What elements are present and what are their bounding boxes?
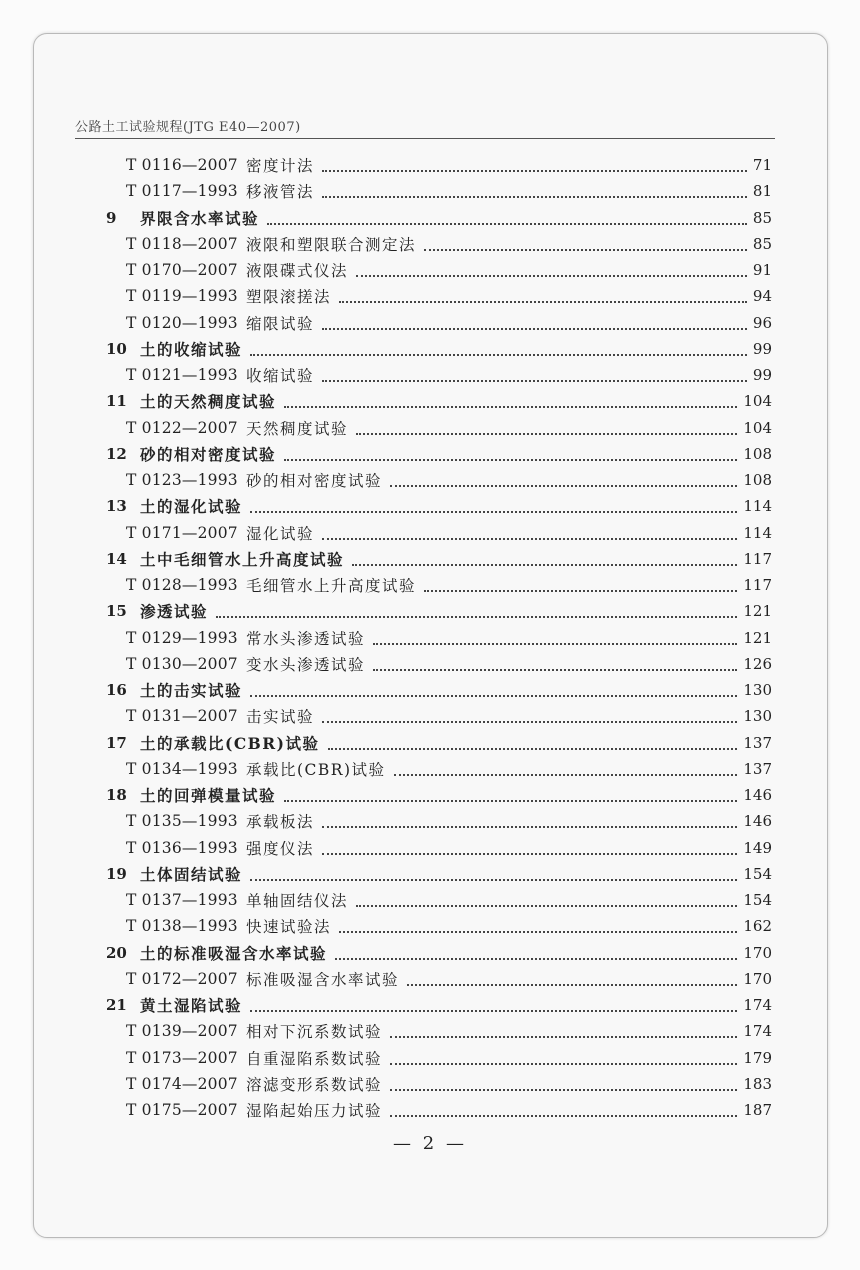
toc-chapter-row xyxy=(0,546,860,572)
toc-page-number: 94 xyxy=(752,287,772,306)
dot-leader xyxy=(322,327,747,330)
test-code: T 0131—2007 xyxy=(126,707,238,726)
chapter-title: 界限含水率试验 xyxy=(140,208,260,228)
toc-chapter-row xyxy=(0,205,860,231)
toc-chapter-row xyxy=(0,677,860,703)
test-title: 砂的相对密度试验 xyxy=(246,472,383,490)
toc-entry-row xyxy=(0,966,860,992)
header-rule xyxy=(75,138,775,139)
dot-leader xyxy=(390,1062,737,1065)
chapter-number: 21 xyxy=(106,996,127,1014)
toc-entry-row xyxy=(0,362,860,388)
dot-leader xyxy=(424,248,747,251)
toc-entry-row xyxy=(0,283,860,309)
test-code: T 0121—1993 xyxy=(126,366,238,384)
test-title: 湿化试验 xyxy=(246,524,315,543)
toc-page-number: 117 xyxy=(743,549,772,568)
test-title: 快速试验法 xyxy=(246,918,332,937)
toc-entry-row xyxy=(0,257,860,283)
toc-page-number: 170 xyxy=(743,969,772,988)
toc-page-number: 130 xyxy=(743,707,772,726)
chapter-number: 15 xyxy=(106,602,127,621)
toc-page-number: 108 xyxy=(743,471,772,489)
dot-leader xyxy=(356,274,747,277)
toc-chapter-row xyxy=(0,782,860,808)
chapter-title: 土的承载比(CBR)试验 xyxy=(140,733,320,753)
toc-page-number: 71 xyxy=(752,156,772,174)
chapter-title: 土的天然稠度试验 xyxy=(140,392,277,412)
toc-entry-row xyxy=(0,310,860,336)
toc-entry-row xyxy=(0,625,860,651)
test-code: T 0139—2007 xyxy=(126,1022,238,1041)
toc-page-number: 149 xyxy=(743,838,772,857)
dot-leader xyxy=(284,799,737,802)
test-code: T 0116—2007 xyxy=(126,156,238,174)
dot-leader xyxy=(250,510,737,513)
toc-page-number: 179 xyxy=(743,1048,772,1067)
toc-chapter-row xyxy=(0,598,860,624)
toc-chapter-row xyxy=(0,493,860,519)
dot-leader xyxy=(352,563,737,566)
toc-page-number: 99 xyxy=(752,339,772,358)
toc-page-number: 85 xyxy=(752,234,772,253)
chapter-title: 土的收缩试验 xyxy=(140,339,243,359)
test-code: T 0117—1993 xyxy=(126,182,238,201)
chapter-title: 渗透试验 xyxy=(140,602,209,622)
toc-entry-row xyxy=(0,756,860,782)
chapter-number: 14 xyxy=(106,549,127,568)
dot-leader xyxy=(322,720,737,723)
test-title: 单轴固结仪法 xyxy=(246,892,349,910)
test-code: T 0135—1993 xyxy=(126,812,238,831)
toc-entry-row xyxy=(0,808,860,834)
chapter-title: 砂的相对密度试验 xyxy=(140,444,277,464)
toc-page-number: 96 xyxy=(752,313,772,332)
toc-entry-row xyxy=(0,231,860,257)
toc-page-number: 91 xyxy=(752,261,772,279)
test-title: 溶滤变形系数试验 xyxy=(246,1075,383,1094)
toc-entry-row xyxy=(0,178,860,204)
dot-leader xyxy=(250,1009,737,1012)
test-code: T 0118—2007 xyxy=(126,234,238,253)
test-title: 收缩试验 xyxy=(246,367,315,385)
dot-leader xyxy=(250,353,747,356)
toc-entry-row xyxy=(0,1071,860,1097)
toc-chapter-row xyxy=(0,336,860,362)
dot-leader xyxy=(390,1088,737,1091)
toc-chapter-row xyxy=(0,940,860,966)
toc-chapter-row xyxy=(0,861,860,887)
toc-page-number: 162 xyxy=(743,917,772,936)
test-title: 湿陷起始压力试验 xyxy=(246,1102,383,1120)
toc-entry-row xyxy=(0,415,860,441)
toc-entry-row xyxy=(0,913,860,939)
toc-page-number: 104 xyxy=(743,418,772,437)
toc-chapter-row xyxy=(0,992,860,1018)
toc-chapter-row xyxy=(0,441,860,467)
toc-page-number: 121 xyxy=(743,602,772,621)
chapter-title: 土中毛细管水上升高度试验 xyxy=(140,549,345,569)
test-title: 密度计法 xyxy=(246,157,315,175)
toc-page-number: 117 xyxy=(743,576,772,594)
dot-leader xyxy=(322,537,737,540)
dot-leader xyxy=(390,1035,737,1038)
test-title: 塑限滚搓法 xyxy=(246,288,332,307)
toc-page-number: 99 xyxy=(752,366,772,384)
toc-page-number: 137 xyxy=(743,759,772,778)
chapter-number: 20 xyxy=(106,943,127,962)
test-title: 标准吸湿含水率试验 xyxy=(246,970,400,989)
test-code: T 0172—2007 xyxy=(126,969,238,988)
test-code: T 0171—2007 xyxy=(126,523,238,542)
test-code: T 0137—1993 xyxy=(126,891,238,909)
dot-leader xyxy=(322,852,737,855)
chapter-number: 16 xyxy=(106,681,127,699)
dot-leader xyxy=(407,983,737,986)
toc-page-number: 104 xyxy=(743,392,772,411)
toc-entry-row xyxy=(0,703,860,729)
test-title: 液限和塑限联合测定法 xyxy=(246,235,417,254)
test-title: 毛细管水上升高度试验 xyxy=(246,577,417,595)
toc-page-number: 146 xyxy=(743,786,772,804)
test-code: T 0128—1993 xyxy=(126,576,238,594)
test-title: 天然稠度试验 xyxy=(246,419,349,438)
dot-leader xyxy=(322,825,737,828)
test-title: 击实试验 xyxy=(246,708,315,727)
toc-page-number: 114 xyxy=(743,497,772,516)
toc-page-number: 108 xyxy=(743,444,772,463)
chapter-number: 13 xyxy=(106,497,127,516)
dot-leader xyxy=(328,747,737,750)
test-code: T 0136—1993 xyxy=(126,838,238,857)
chapter-number: 11 xyxy=(106,392,127,411)
dot-leader xyxy=(250,878,737,881)
dot-leader xyxy=(267,222,747,225)
toc-page-number: 174 xyxy=(743,996,772,1014)
toc-page-number: 154 xyxy=(743,864,772,883)
toc-chapter-row xyxy=(0,388,860,414)
test-code: T 0123—1993 xyxy=(126,471,238,489)
test-title: 承载比(CBR)试验 xyxy=(246,760,386,779)
dot-leader xyxy=(250,694,737,697)
dot-leader xyxy=(390,484,737,487)
test-title: 承载板法 xyxy=(246,813,315,832)
dot-leader xyxy=(339,300,747,303)
toc-page-number: 126 xyxy=(743,654,772,673)
dot-leader xyxy=(322,169,747,172)
dot-leader xyxy=(284,405,737,408)
test-code: T 0120—1993 xyxy=(126,313,238,332)
toc-page-number: 137 xyxy=(743,733,772,752)
toc-page-number: 170 xyxy=(743,943,772,962)
toc-page-number: 121 xyxy=(743,628,772,647)
test-title: 常水头渗透试验 xyxy=(246,629,366,648)
chapter-number: 12 xyxy=(106,444,127,463)
test-code: T 0122—2007 xyxy=(126,418,238,437)
test-title: 缩限试验 xyxy=(246,314,315,333)
chapter-number: 10 xyxy=(106,339,127,358)
chapter-number: 17 xyxy=(106,733,127,752)
chapter-number: 19 xyxy=(106,864,127,883)
test-code: T 0130—2007 xyxy=(126,654,238,673)
dot-leader xyxy=(216,615,737,618)
test-title: 移液管法 xyxy=(246,183,315,202)
toc-entry-row xyxy=(0,887,860,913)
toc-page-number: 174 xyxy=(743,1022,772,1041)
test-title: 变水头渗透试验 xyxy=(246,655,366,674)
test-title: 液限碟式仪法 xyxy=(246,262,349,280)
dot-leader xyxy=(373,642,737,645)
dot-leader xyxy=(394,773,737,776)
dot-leader xyxy=(335,957,737,960)
toc-page-number: 187 xyxy=(743,1101,772,1119)
dot-leader xyxy=(373,668,737,671)
toc-page-number: 146 xyxy=(743,812,772,831)
chapter-number: 9 xyxy=(106,208,117,227)
toc-entry-row xyxy=(0,520,860,546)
page-number: — 2 — xyxy=(393,1133,467,1154)
dot-leader xyxy=(390,1114,737,1117)
toc-page-number: 85 xyxy=(752,208,772,227)
test-title: 自重湿陷系数试验 xyxy=(246,1049,383,1068)
chapter-title: 土体固结试验 xyxy=(140,864,243,884)
toc-entry-row xyxy=(0,572,860,598)
toc-page-number: 130 xyxy=(743,681,772,699)
dot-leader xyxy=(356,432,737,435)
dot-leader xyxy=(322,379,747,382)
toc-page-number: 81 xyxy=(752,182,772,201)
toc-entry-row xyxy=(0,651,860,677)
toc-chapter-row xyxy=(0,730,860,756)
dot-leader xyxy=(284,458,737,461)
toc-page-number: 154 xyxy=(743,891,772,909)
test-code: T 0129—1993 xyxy=(126,628,238,647)
chapter-title: 土的湿化试验 xyxy=(140,497,243,517)
chapter-title: 土的击实试验 xyxy=(140,681,243,700)
test-code: T 0170—2007 xyxy=(126,261,238,279)
dot-leader xyxy=(322,195,747,198)
toc-entry-row xyxy=(0,835,860,861)
toc-entry-row xyxy=(0,152,860,178)
test-code: T 0134—1993 xyxy=(126,759,238,778)
test-code: T 0138—1993 xyxy=(126,917,238,936)
test-code: T 0119—1993 xyxy=(126,287,238,306)
dot-leader xyxy=(424,589,737,592)
toc-entry-row xyxy=(0,1097,860,1123)
test-title: 相对下沉系数试验 xyxy=(246,1023,383,1042)
test-title: 强度仪法 xyxy=(246,839,315,858)
chapter-title: 黄土湿陷试验 xyxy=(140,996,243,1015)
chapter-number: 18 xyxy=(106,786,127,804)
toc-page-number: 114 xyxy=(743,523,772,542)
chapter-title: 土的回弹模量试验 xyxy=(140,786,277,805)
toc-entry-row xyxy=(0,1018,860,1044)
test-code: T 0174—2007 xyxy=(126,1074,238,1093)
test-code: T 0173—2007 xyxy=(126,1048,238,1067)
dot-leader xyxy=(339,930,737,933)
toc-entry-row xyxy=(0,467,860,493)
dot-leader xyxy=(356,904,737,907)
toc-entry-row xyxy=(0,1045,860,1071)
chapter-title: 土的标准吸湿含水率试验 xyxy=(140,943,328,963)
toc-page-number: 183 xyxy=(743,1074,772,1093)
test-code: T 0175—2007 xyxy=(126,1101,238,1119)
running-head: 公路土工试验规程(JTG E40—2007) xyxy=(75,120,301,135)
